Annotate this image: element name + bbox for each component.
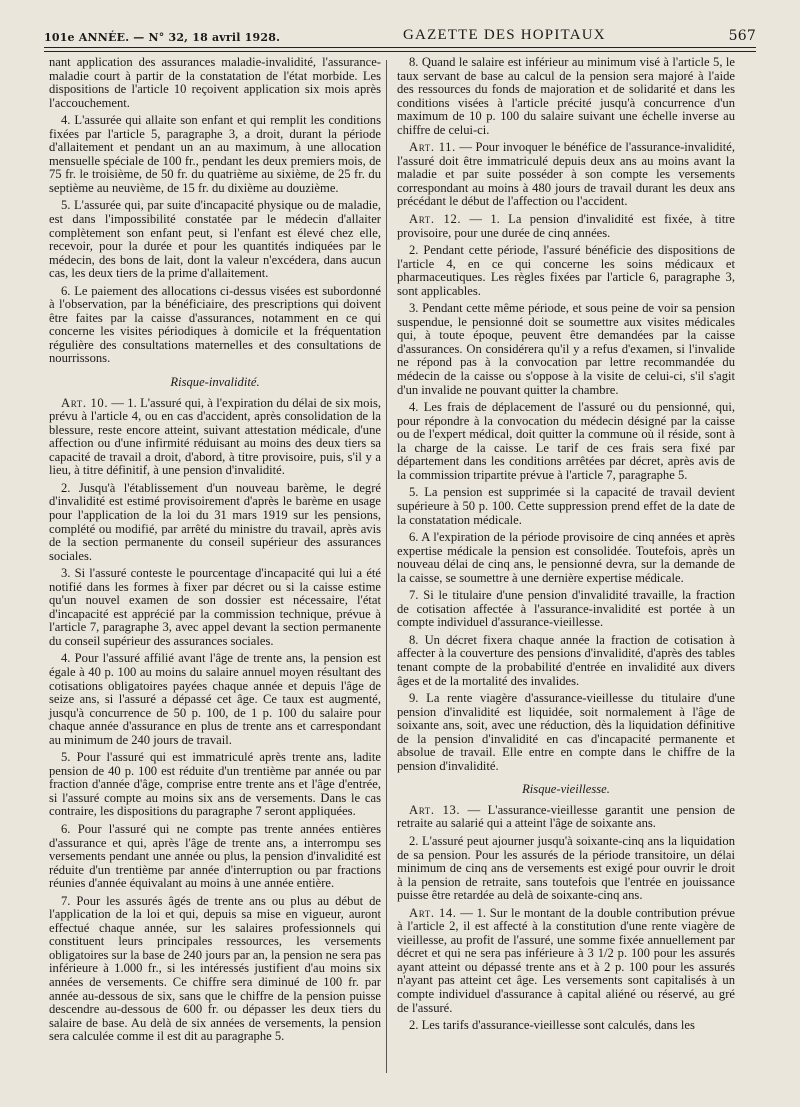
article-number: Art. 12.: [409, 212, 462, 227]
article-number: Art. 14.: [409, 905, 457, 920]
paragraph: [49, 482, 381, 563]
paragraph: [49, 397, 381, 478]
paragraph-text: 2. Jusqu'à l'établissement d'un nouveau barème, le degré d'invalidité est estimé provisoirement d'après le barème en usage pour l'application de la loi du 31 mars 1919 sur les pensions, complété ou modifié, par arrêté du ministre du travail, après avis de la section permanente du conseil supérieur des assurances sociales.: [49, 480, 381, 563]
paragraph-text: 9. La rente viagère d'assurance-vieillesse du titulaire d'une pension d'invalidité est liquidée, soit normalement à l'âge de soixante ans, soit, avec une réduction, dès la liquidation définitive de la pension d'invalidité en cas d'incapacité permanente et absolue de travail. Elle entre en compte dans le chiffre de la pension d'invalidité.: [397, 691, 735, 773]
paragraph-text: nant application des assurances maladie-invalidité, l'assurance-maladie court à partir de la constatation de l'état morbide. Les dispositions de l'article 10 reçoivent application six mois après l'accouchement.: [49, 55, 381, 110]
header-rule: [44, 47, 756, 48]
paragraph-text: 2. L'assuré peut ajourner jusqu'à soixante-cinq ans la liquidation de sa pension. Pour les assurés de la période transitoire, un délai minimum de cinq ans de versements est exigé pour ouvrir le droit à la pension de retraite, sans toutefois que l'entrée en jouissance puisse être retardée au delà de soixante-cinq ans.: [397, 833, 735, 903]
paragraph-text: 4. Pour l'assuré affilié avant l'âge de trente ans, la pension est égale à 40 p. 100 au moins du salaire annuel moyen résultant des cotisations obligatoires payées chaque année et depuis l'âge de seize ans, si l'assuré a dépassé cet âge. Ce taux est augmenté, jusqu'à concurrence de 50 p. 100, de 1 p. 100 du salaire pour chaque année d'assurance en plus de trente ans et carrespondant au minimum de 240 jours de travail.: [49, 651, 381, 747]
paragraph: [49, 199, 381, 280]
paragraph: [49, 895, 381, 1044]
paragraph-text: 7. Pour les assurés âgés de trente ans ou plus au début de l'application de la loi et qui, depuis sa mise en vigueur, auront effectué chaque année, sur les salaires professionnels qui constituent leurs principales ressources, les versements obligatoires sur la base de 240 jours par an, la pension ne sera pas inférieure à 1.000 fr., si les intéressés justifient d'au moins six années de versements. Ce chiffre sera diminué de 100 fr. par année au-dessous de six, sans que le chiffre de la pension puisse descendre au-dessous de 600 fr. ou dépasser les deux tiers du salaire de base. Au delà de six années de versements, la pension sera calculée comme il est dit au paragraphe 5.: [49, 893, 381, 1044]
paragraph: [397, 56, 735, 137]
paragraph-text: 2. Pendant cette période, l'assuré bénéficie des dispositions de l'article 4, en ce qui concerne les soins médicaux et pharmaceutiques. Les règles fixées par l'article 6, paragraphe 3, sont applicables.: [397, 243, 735, 298]
paragraph: [49, 652, 381, 747]
paragraph: [397, 835, 735, 903]
paragraph-text: — 1. L'assuré qui, à l'expiration du délai de six mois, prévu à l'article 4, ou en cas d'accident, après consolidation de la blessure, reste encore atteint, suivant attestation médicale, d'une affection ou d'une infirmité réduisant au moins des deux tiers sa capacité de travail a droit, d'abord, à titre provisoire, puis, s'il y a lieu, à titre définitif, à une pension d'invalidité.: [49, 395, 381, 478]
paragraph-text: 3. Pendant cette même période, et sous peine de voir sa pension suspendue, le pensionné doit se soumettre aux visites médicales qui, à toute époque, peuvent être demandées par la caisse d'assurances. On considérera qu'il y a refus d'examen, si l'invalide ne répond pas à la convocation par lettre recommandée du médecin de la caisse ou s'oppose à la visite de celui-ci, s'il s'agit d'un invalide ne pouvant quitter la chambre.: [397, 301, 735, 397]
section-heading: Risque-invalidité.: [170, 375, 260, 390]
paragraph: [397, 302, 735, 397]
paragraph: [397, 213, 735, 240]
paragraph-text: 8. Quand le salaire est inférieur au minimum visé à l'article 5, le taux servant de base au calcul de la pension sera majoré à l'aide des ressources du fonds de majoration et de solidarité et dans les conditions visées à l'article précité jusqu'à concurrence d'un maximum de 10 p. 100 du salaire suivant une échelle inverse au chiffre de celui-ci.: [397, 55, 735, 137]
issue-info: 101e ANNÉE. — N° 32, 18 avril 1928.: [44, 31, 281, 44]
column-divider: [386, 60, 387, 1073]
paragraph-text: — 1. La pension d'invalidité est fixée, à titre provisoire, pour une durée de cinq années.: [397, 212, 735, 240]
paragraph: [397, 486, 735, 527]
paragraph: [397, 401, 735, 482]
paragraph-text: 8. Un décret fixera chaque année la fraction de cotisation à affecter à la couverture des pensions d'invalidité, d'après des tables tenant compte de la probabilité d'entrée en invalidité aux divers âges et de la mortalité des invalides.: [397, 632, 735, 688]
article-number: Art. 13.: [409, 802, 461, 817]
paragraph: [397, 1019, 735, 1033]
paragraph-text: 6. Pour l'assuré qui ne compte pas trente années entières d'assurance et qui, après l'âge de trente ans, a interrompu ses versements pendant une année ou plus, la pension d'invalidité est réduite d'un trentième par année d'interruption ou par fractions réunies d'année équivalant au moins à une année entière.: [49, 821, 381, 891]
paragraph: [397, 634, 735, 688]
paragraph-text: 6. A l'expiration de la période provisoire de cinq années et après expertise médicale la pension est consolidée. Toutefois, après un nouveau délai de cinq ans, le pensionné devra, sur la demande de la caisse, se soumettre à une dernière expertise médicale.: [397, 530, 735, 585]
paragraph-text: 6. Le paiement des allocations ci-dessus visées est subordonné à l'observation, par la bénéficiaire, des prescriptions qui doivent être faites par la caisse d'assurances, notamment en ce qui concerne les visites périodiques à domicile et la fréquentation régulière des consultations maternelles et des consultations de nourrissons.: [49, 283, 381, 366]
paragraph: [397, 141, 735, 209]
paragraph: [397, 804, 735, 831]
page-number: 567: [728, 28, 756, 44]
paragraph-text: 4. L'assurée qui allaite son enfant et qui remplit les conditions fixées par l'article 5, paragraphe 3, a droit, durant la période d'allaitement et pendant un an au maximum, à une allocation mensuelle spéciale de 100 fr., pendant les deux premiers mois, de 75 fr. le troisième, de 50 fr. du quatrième au sixième, de 25 fr. du septième au neuvième, de 15 fr. du dixième au douzième.: [49, 113, 381, 195]
paragraph: [397, 244, 735, 298]
section-heading: Risque-vieillesse.: [522, 782, 610, 797]
paragraph-text: 5. Pour l'assuré qui est immatriculé après trente ans, ladite pension de 40 p. 100 est réduite d'un trentième par année ou par fraction d'année d'âge, comprise entre trente ans et l'âge d'entrée, si l'assuré compte au moins six ans de versements. Dans le cas contraire, les dispositions du paragraphe 7 seront appliquées.: [49, 750, 381, 819]
paragraph-text: 3. Si l'assuré conteste le pourcentage d'incapacité qui lui a été notifié dans les formes à fixer par décret ou si la caisse estime qu'un nouvel examen de son dossier est nécessaire, l'état d'incapacité est apprécié par la commission technique, prévue à l'article 7, paragraphe 3, avec appel devant la section permanente du conseil supérieur des assurances sociales.: [49, 566, 381, 648]
paragraph: [49, 567, 381, 648]
paragraph: [49, 823, 381, 891]
paragraph: [49, 751, 381, 819]
header-rule-thin: [44, 51, 756, 52]
paragraph-text: 2. Les tarifs d'assurance-vieillesse sont calculés, dans les: [409, 1018, 695, 1033]
paragraph: [49, 114, 381, 195]
paragraph-text: 4. Les frais de déplacement de l'assuré ou du pensionné, qui, pour répondre à la convocation du médecin désigné par la caisse ou de l'expert médical, doit quitter la commune où il réside, sont à la charge de la caisse. Le tarif de ces frais sera fixé par département dans les conditions arrêtées par décret, après avis de la commission tripartite prévue à l'article 7, paragraphe 5.: [397, 400, 735, 482]
page-header: [44, 14, 756, 44]
paragraph: [49, 56, 381, 110]
paragraph: [49, 285, 381, 366]
article-number: Art. 10.: [61, 395, 109, 410]
paragraph: [397, 907, 735, 1015]
paragraph-text: 7. Si le titulaire d'une pension d'invalidité travaille, la fraction de cotisation affectée à l'assurance-invalidité est portée à un compte individuel d'assurance-vieillesse.: [397, 588, 735, 630]
paragraph: [397, 692, 735, 773]
paragraph: [397, 589, 735, 630]
paragraph-text: 5. L'assurée qui, par suite d'incapacité physique ou de maladie, est dans l'impossibilité constatée par le médecin d'allaiter complètement son enfant peut, si l'enfant est élevé chez elle, recevoir, pour la durée et pour les quantités indiquées par le médecin, des bons de lait, dont la valeur n'excédera, dans aucun cas, les deux tiers de la prime d'allaitement.: [49, 198, 381, 281]
article-number: Art. 11.: [409, 140, 456, 155]
paragraph-text: — 1. Sur le montant de la double contribution prévue à l'article 2, il est affecté à la constitution d'une rente viagère de vieillesse, au profit de l'assuré, une somme fixée annuellement par décret et qui ne sera pas inférieure à 3 1/2 p. 100 pour les assurés ayant atteint ou dépassé trente ans et à 2 p. 100 pour les assurés n'ayant pas atteint cet âge. Les versements sont capitalisés à un compte individuel d'assurance à capital aliéné ou réservé, au gré de l'assuré.: [397, 905, 735, 1015]
paragraph: [397, 531, 735, 585]
paragraph-text: 5. La pension est supprimée si la capacité de travail devient supérieure à 50 p. 100. Cette suppression prend effet de la date de la constatation médicale.: [397, 485, 735, 527]
left-column: [49, 56, 381, 1048]
paragraph-text: — L'assurance-vieillesse garantit une pension de retraite au salarié qui a atteint l'âge de soixante ans.: [397, 802, 735, 831]
publication-title: GAZETTE DES HOPITAUX: [403, 27, 606, 43]
paragraph-text: — Pour invoquer le bénéfice de l'assurance-invalidité, l'assuré doit être immatriculé depuis deux ans au moins avant la maladie et par suite posséder à son compte les versements correspondant au moins à 480 jours de travail durant les deux ans précédant le début de l'affection ou l'accident.: [397, 140, 735, 209]
right-column: [397, 56, 735, 1037]
